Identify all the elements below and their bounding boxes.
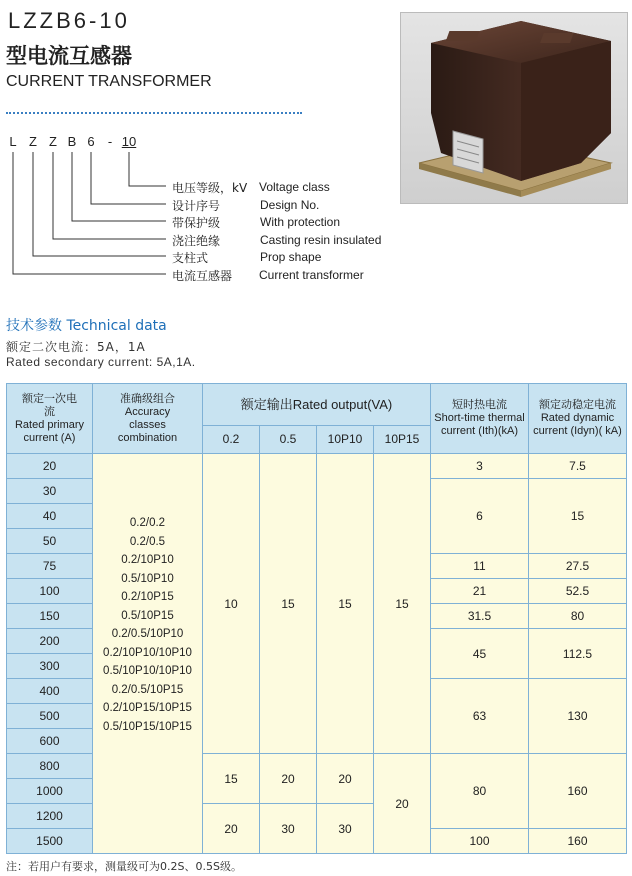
- accuracy-combo: 0.2/10P10: [121, 554, 174, 566]
- accuracy-combinations-cell: [93, 454, 203, 854]
- designation-voltage-en: Voltage class: [259, 180, 330, 194]
- thermal-current-cell: 6: [431, 479, 529, 554]
- header-primary-cn: 额定一次电流: [22, 392, 77, 418]
- accuracy-combo: 0.2/0.5/10P15: [111, 683, 184, 696]
- header-accuracy-en: Accuracy classes combination: [117, 405, 178, 444]
- dynamic-current-cell: 27.5: [529, 554, 627, 579]
- primary-current-75: 75: [7, 554, 93, 579]
- designation-letter-l: L: [9, 134, 17, 149]
- primary-current-600: 600: [7, 729, 93, 754]
- designation-transformer-en: Current transformer: [259, 268, 364, 282]
- accuracy-combo: 0.5/10P15/10P15: [103, 720, 192, 733]
- dynamic-current-cell: 52.5: [529, 579, 627, 604]
- header-thermal-current: [431, 384, 529, 454]
- thermal-current-cell: 45: [431, 629, 529, 679]
- product-photo: [400, 12, 628, 204]
- output-10p10-group2: 20: [317, 754, 374, 804]
- thermal-current-cell: 31.5: [431, 604, 529, 629]
- accuracy-combo: 0.2/0.5/10P10: [111, 628, 184, 640]
- header-primary-current: [7, 384, 93, 454]
- output-10p10-group3: 30: [317, 804, 374, 854]
- accuracy-combo: 0.2/0.5: [129, 535, 166, 548]
- designation-prop-en: Prop shape: [260, 250, 322, 264]
- thermal-current-cell: 3: [431, 454, 529, 479]
- designation-leader-lines: [0, 148, 180, 280]
- thermal-current-cell: 21: [431, 579, 529, 604]
- title-english: CURRENT TRANSFORMER: [6, 73, 212, 90]
- thermal-current-cell: 63: [431, 679, 529, 754]
- designation-design-cn: 设计序号: [172, 199, 221, 213]
- designation-letter-6: 6: [87, 134, 95, 149]
- output-10p15-group2: 20: [374, 754, 431, 854]
- primary-current-150: 150: [7, 604, 93, 629]
- primary-current-500: 500: [7, 704, 93, 729]
- current-transformer-photo-icon: [401, 13, 627, 203]
- designation-letter-b: B: [67, 134, 77, 149]
- primary-current-40: 40: [7, 504, 93, 529]
- primary-current-800: 800: [7, 754, 93, 779]
- dynamic-current-cell: 160: [529, 829, 627, 854]
- header-accuracy: [93, 384, 203, 454]
- header-dynamic-current: [529, 384, 627, 454]
- header-thermal-en: Short-time thermal current (Ith)(kA): [434, 412, 525, 437]
- output-05-group1: 15: [260, 454, 317, 754]
- technical-data-heading: [6, 315, 167, 335]
- primary-current-1200: 1200: [7, 804, 93, 829]
- designation-letter-10: 10: [121, 134, 137, 149]
- thermal-current-cell: 11: [431, 554, 529, 579]
- primary-current-30: 30: [7, 479, 93, 504]
- header-output-10p15: 10P15: [374, 426, 431, 454]
- primary-current-20: 20: [7, 454, 93, 479]
- output-05-group2: 20: [260, 754, 317, 804]
- footnote: 注：若用户有要求，测量级可为0.2S、0.5S级。: [6, 860, 242, 873]
- designation-transformer-cn: 电流互感器: [172, 269, 233, 283]
- primary-current-1500: 1500: [7, 829, 93, 854]
- designation-letter-z1: Z: [29, 134, 37, 149]
- designation-design-en: Design No.: [260, 198, 320, 212]
- dynamic-current-cell: 7.5: [529, 454, 627, 479]
- accuracy-combo: 0.2/10P15/10P15: [103, 702, 192, 714]
- header-output-cn: 额定输出: [240, 397, 293, 412]
- designation-letter-dash: -: [107, 134, 113, 149]
- technical-data-table: [6, 383, 627, 854]
- accuracy-combo: 0.2/10P15: [121, 591, 174, 603]
- dynamic-current-cell: 15: [529, 479, 627, 554]
- thermal-current-cell: 80: [431, 754, 529, 829]
- designation-protection-cn: 带保护级: [172, 216, 221, 230]
- primary-current-100: 100: [7, 579, 93, 604]
- header-output-en: Rated output(VA): [292, 397, 393, 412]
- primary-current-50: 50: [7, 529, 93, 554]
- designation-casting-cn: 浇注绝缘: [172, 234, 221, 248]
- accuracy-combo: 0.5/10P10/10P10: [103, 665, 192, 677]
- secondary-current-cn: 额定二次电流：5A，1A: [6, 340, 146, 354]
- model-code: LZZB6-10: [8, 8, 130, 33]
- leader-line-casting: [53, 152, 166, 239]
- header-output-05: 0.5: [260, 426, 317, 454]
- header-dynamic-cn: 额定动稳定电流: [539, 399, 616, 411]
- header-primary-en: Rated primary current (A): [14, 418, 85, 444]
- header-output-10p10: 10P10: [317, 426, 374, 454]
- accuracy-combo: 0.2/0.2: [129, 517, 166, 529]
- primary-current-1000: 1000: [7, 779, 93, 804]
- designation-protection-en: With protection: [260, 215, 341, 229]
- header-rated-output: [203, 384, 431, 426]
- designation-letter-z2: Z: [49, 134, 57, 149]
- dotted-divider: [6, 112, 302, 114]
- leader-line-voltage: [129, 152, 166, 186]
- accuracy-combo: 0.5/10P15: [121, 609, 174, 622]
- header-thermal-cn: 短时热电流: [452, 399, 507, 411]
- technical-heading-en: Technical data: [66, 318, 167, 334]
- dynamic-current-cell: 160: [529, 754, 627, 829]
- output-02-group3: 20: [203, 804, 260, 854]
- output-02-group2: 15: [203, 754, 260, 804]
- header-output-02: 0.2: [203, 426, 260, 454]
- primary-current-200: 200: [7, 629, 93, 654]
- output-10p10-group1: 15: [317, 454, 374, 754]
- technical-heading-cn: 技术参数: [6, 318, 62, 334]
- accuracy-combo: 0.2/10P10/10P10: [103, 646, 192, 659]
- output-05-group3: 30: [260, 804, 317, 854]
- header-dynamic-en: Rated dynamic current (Idyn)( kA): [533, 412, 622, 437]
- dynamic-current-cell: 130: [529, 679, 627, 754]
- header-accuracy-cn: 准确级组合: [120, 392, 175, 405]
- title-chinese: 型电流互感器: [6, 44, 132, 68]
- primary-current-400: 400: [7, 679, 93, 704]
- secondary-current-en: Rated secondary current: 5A,1A.: [6, 355, 196, 369]
- designation-casting-en: Casting resin insulated: [260, 233, 382, 247]
- designation-voltage-cn: 电压等级，kV: [172, 181, 248, 195]
- dynamic-current-cell: 112.5: [529, 629, 627, 679]
- dynamic-current-cell: 80: [529, 604, 627, 629]
- output-10p15-group1: 15: [374, 454, 431, 754]
- primary-current-300: 300: [7, 654, 93, 679]
- accuracy-combo: 0.5/10P10: [121, 572, 174, 585]
- designation-prop-cn: 支柱式: [172, 251, 209, 265]
- thermal-current-cell: 100: [431, 829, 529, 854]
- output-02-group1: 10: [203, 454, 260, 754]
